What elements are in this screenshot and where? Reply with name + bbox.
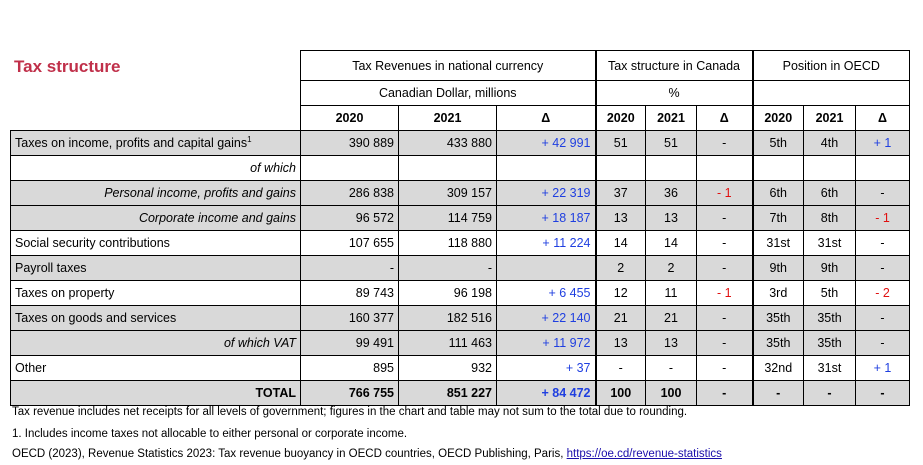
cell-pos2021: 4th: [804, 131, 856, 156]
cell-rev2021: 433 880: [399, 131, 497, 156]
cell-str2021: 11: [646, 281, 697, 306]
cell-str2021: [646, 156, 697, 181]
cell-strDelta: -: [697, 306, 753, 331]
cell-pos2020: 3rd: [753, 281, 804, 306]
table-row: [11, 256, 910, 281]
cell-posDelta: + 1: [856, 131, 910, 156]
cell-strDelta: - 1: [697, 181, 753, 206]
table-row: [11, 131, 910, 156]
cell-rev2021: 111 463: [399, 331, 497, 356]
cell-pos2020: 9th: [753, 256, 804, 281]
header-year-row: [11, 106, 910, 131]
cell-posDelta: -: [856, 256, 910, 281]
row-label: [11, 181, 301, 206]
cell-str2020: [596, 156, 646, 181]
cell-rev2021: 114 759: [399, 206, 497, 231]
row-label: [11, 231, 301, 256]
row-label: [11, 206, 301, 231]
cell-pos2021: -: [804, 381, 856, 406]
cell-strDelta: -: [697, 131, 753, 156]
cell-str2021: 13: [646, 206, 697, 231]
cell-pos2020: 6th: [753, 181, 804, 206]
cell-str2020: 2: [596, 256, 646, 281]
cell-revDelta: + 22 319: [497, 181, 596, 206]
cell-str2021: 100: [646, 381, 697, 406]
row-label: [11, 381, 301, 406]
cell-str2020: 51: [596, 131, 646, 156]
cell-strDelta: [697, 156, 753, 181]
cell-rev2021: 932: [399, 356, 497, 381]
cell-str2021: 21: [646, 306, 697, 331]
cell-pos2020: 32nd: [753, 356, 804, 381]
row-label: [11, 156, 301, 181]
cell-rev2020: 160 377: [301, 306, 399, 331]
cell-str2020: 14: [596, 231, 646, 256]
cell-revDelta: + 11 224: [497, 231, 596, 256]
cell-pos2021: 9th: [804, 256, 856, 281]
row-label: [11, 131, 301, 156]
cell-revDelta: + 42 991: [497, 131, 596, 156]
cell-strDelta: -: [697, 356, 753, 381]
cell-pos2020: -: [753, 381, 804, 406]
cell-revDelta: [497, 256, 596, 281]
header-oecd: Position in OECD: [753, 51, 910, 81]
header-pos-delta: Δ: [856, 106, 910, 131]
row-label-text: of which: [250, 161, 296, 175]
cell-posDelta: -: [856, 306, 910, 331]
cell-str2020: 100: [596, 381, 646, 406]
cell-pos2021: 31st: [804, 356, 856, 381]
row-label-text: Taxes on goods and services: [15, 311, 177, 325]
table-row: [11, 331, 910, 356]
table-row: [11, 356, 910, 381]
cell-strDelta: -: [697, 206, 753, 231]
cell-posDelta: - 2: [856, 281, 910, 306]
cell-posDelta: - 1: [856, 206, 910, 231]
cell-rev2020: 895: [301, 356, 399, 381]
header-unit-structure: %: [596, 81, 753, 106]
row-label-text: TOTAL: [255, 386, 296, 400]
row-label: [11, 331, 301, 356]
row-label: [11, 306, 301, 331]
cell-str2020: 21: [596, 306, 646, 331]
cell-rev2020: 89 743: [301, 281, 399, 306]
cell-rev2021: 118 880: [399, 231, 497, 256]
cell-revDelta: [497, 156, 596, 181]
cell-posDelta: + 1: [856, 356, 910, 381]
row-label-text: Other: [15, 361, 47, 375]
cell-strDelta: -: [697, 231, 753, 256]
row-label-text: of which VAT: [223, 336, 296, 350]
cell-rev2020: 286 838: [301, 181, 399, 206]
header-str-delta: Δ: [697, 106, 753, 131]
table-row: [11, 206, 910, 231]
cell-str2020: 37: [596, 181, 646, 206]
cell-rev2021: 182 516: [399, 306, 497, 331]
cell-str2021: 51: [646, 131, 697, 156]
note-rounding: Tax revenue includes net receipts for all levels of government; figures in the chart and table may not sum to the total due to rounding.: [12, 406, 688, 418]
cell-pos2021: 8th: [804, 206, 856, 231]
cell-str2021: 14: [646, 231, 697, 256]
cell-rev2020: 107 655: [301, 231, 399, 256]
header-str-2021: 2021: [646, 106, 697, 131]
cell-revDelta: + 6 455: [497, 281, 596, 306]
cell-rev2021: [399, 156, 497, 181]
cell-strDelta: -: [697, 331, 753, 356]
table-row: [11, 306, 910, 331]
cell-posDelta: -: [856, 181, 910, 206]
row-label-text: Corporate income and gains: [138, 211, 296, 225]
cell-strDelta: -: [697, 256, 753, 281]
cell-posDelta: -: [856, 381, 910, 406]
cell-str2021: -: [646, 356, 697, 381]
cell-revDelta: + 11 972: [497, 331, 596, 356]
cell-rev2020: 96 572: [301, 206, 399, 231]
table-row: [11, 231, 910, 256]
table-row: [11, 181, 910, 206]
cell-rev2021: -: [399, 256, 497, 281]
cell-str2020: 13: [596, 331, 646, 356]
row-label-text: Taxes on income, profits and capital gains: [15, 136, 248, 150]
cell-pos2021: 6th: [804, 181, 856, 206]
cell-pos2020: 5th: [753, 131, 804, 156]
cell-revDelta: + 84 472: [497, 381, 596, 406]
header-unit-row: [11, 81, 910, 106]
header-rev-2021: 2021: [399, 106, 497, 131]
cell-pos2020: [753, 156, 804, 181]
cell-str2021: 2: [646, 256, 697, 281]
table-row: [11, 156, 910, 181]
row-label: [11, 256, 301, 281]
cell-pos2021: 35th: [804, 331, 856, 356]
cell-pos2021: 31st: [804, 231, 856, 256]
row-label-text: Payroll taxes: [15, 261, 87, 275]
cell-revDelta: + 22 140: [497, 306, 596, 331]
cell-rev2020: 390 889: [301, 131, 399, 156]
cell-str2020: 12: [596, 281, 646, 306]
row-label: [11, 356, 301, 381]
cell-posDelta: -: [856, 331, 910, 356]
cell-posDelta: [856, 156, 910, 181]
cell-strDelta: - 1: [697, 281, 753, 306]
cell-pos2021: [804, 156, 856, 181]
cell-rev2020: [301, 156, 399, 181]
note-footnote-1: 1. Includes income taxes not allocable to either personal or corporate income.: [12, 428, 408, 440]
cell-rev2020: 766 755: [301, 381, 399, 406]
header-str-2020: 2020: [596, 106, 646, 131]
cell-str2021: 13: [646, 331, 697, 356]
source-link[interactable]: https://oe.cd/revenue-statistics: [566, 448, 722, 460]
cell-pos2020: 7th: [753, 206, 804, 231]
table-row: [11, 381, 910, 406]
header-rev-2020: 2020: [301, 106, 399, 131]
tax-structure-table: [10, 50, 910, 406]
cell-pos2020: 35th: [753, 306, 804, 331]
page-title: Tax structure: [14, 57, 121, 76]
cell-pos2020: 31st: [753, 231, 804, 256]
cell-rev2021: 309 157: [399, 181, 497, 206]
cell-revDelta: + 18 187: [497, 206, 596, 231]
cell-str2020: 13: [596, 206, 646, 231]
source-note: [12, 448, 722, 460]
cell-rev2020: 99 491: [301, 331, 399, 356]
cell-strDelta: -: [697, 381, 753, 406]
header-pos-2020: 2020: [753, 106, 804, 131]
header-pos-2021: 2021: [804, 106, 856, 131]
header-revenues: Tax Revenues in national currency: [301, 51, 596, 81]
header-group-row: [11, 51, 910, 81]
cell-pos2021: 5th: [804, 281, 856, 306]
cell-revDelta: + 37: [497, 356, 596, 381]
row-label-text: Taxes on property: [15, 286, 115, 300]
cell-rev2021: 96 198: [399, 281, 497, 306]
row-label-text: Social security contributions: [15, 236, 170, 250]
row-label: [11, 281, 301, 306]
cell-rev2021: 851 227: [399, 381, 497, 406]
cell-str2020: -: [596, 356, 646, 381]
cell-pos2020: 35th: [753, 331, 804, 356]
cell-str2021: 36: [646, 181, 697, 206]
header-unit-revenues: Canadian Dollar, millions: [301, 81, 596, 106]
table-row: [11, 281, 910, 306]
row-label-text: Personal income, profits and gains: [104, 186, 296, 200]
cell-posDelta: -: [856, 231, 910, 256]
footnote-marker: 1: [247, 134, 252, 144]
source-text: OECD (2023), Revenue Statistics 2023: Tax revenue buoyancy in OECD countries, OECD Publishing, Paris,: [12, 448, 567, 460]
cell-rev2020: -: [301, 256, 399, 281]
header-structure: Tax structure in Canada: [596, 51, 753, 81]
header-rev-delta: Δ: [497, 106, 596, 131]
cell-pos2021: 35th: [804, 306, 856, 331]
